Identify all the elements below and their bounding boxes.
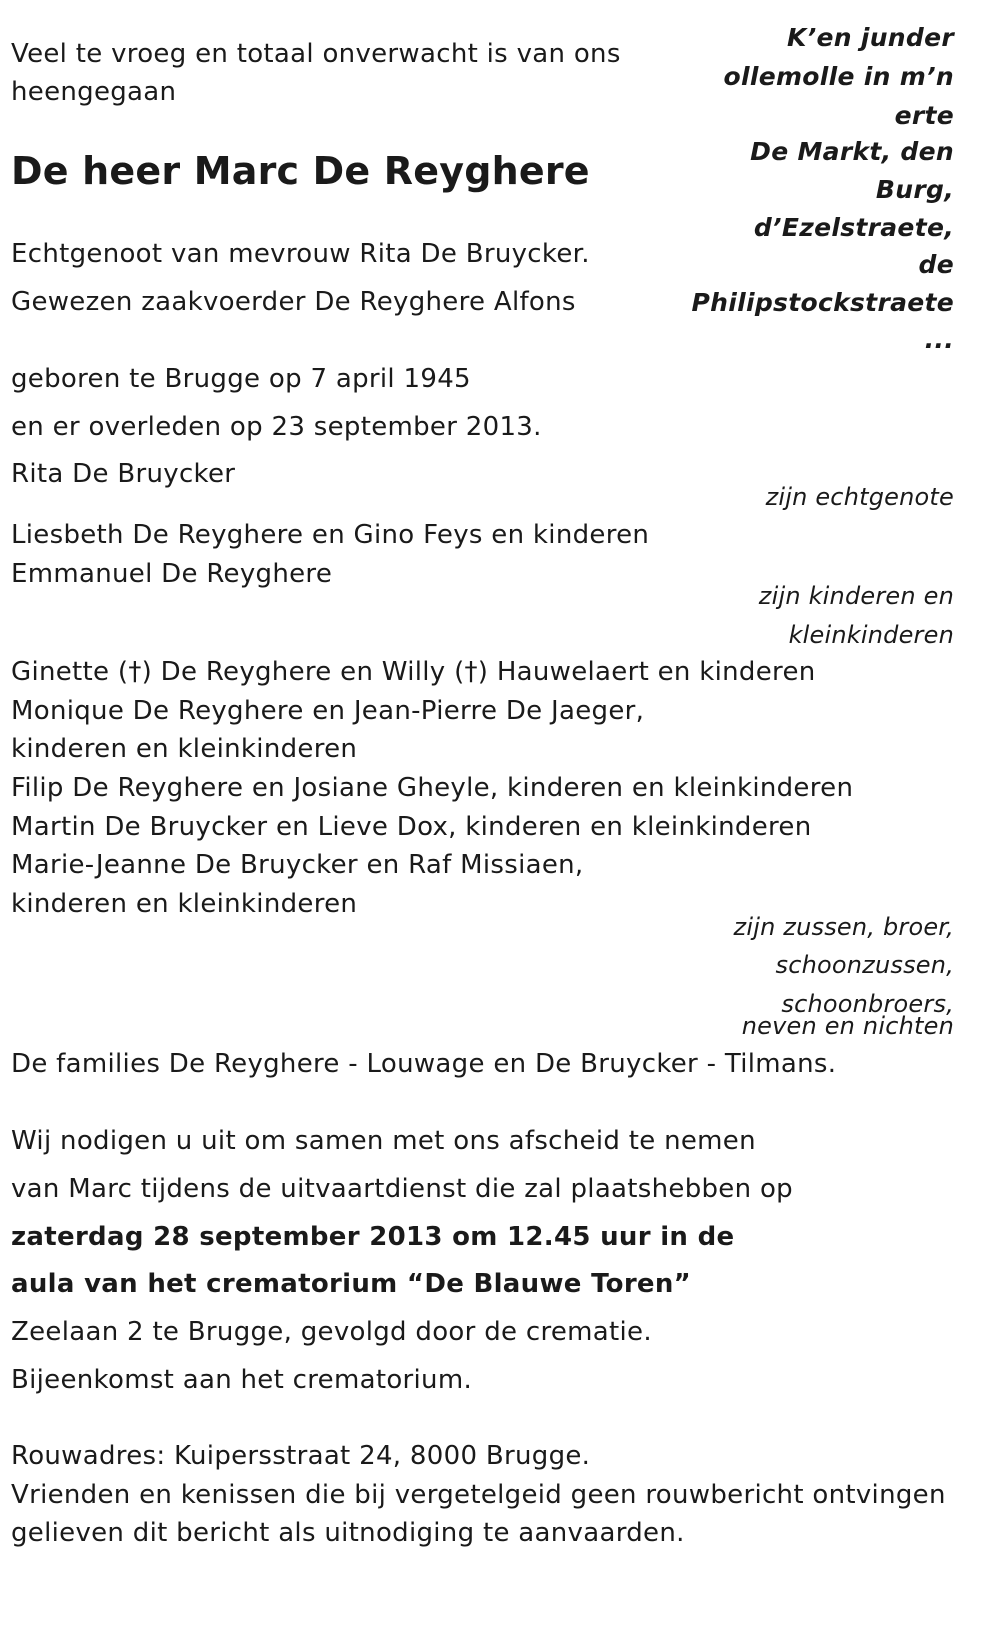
children-line: Emmanuel De Reyghere <box>11 559 333 589</box>
mourning-address: Rouwadres: Kuipersstraat 24, 8000 Brugge. <box>11 1441 591 1471</box>
spouse-line: Echtgenoot van mevrouw Rita De Bruycker. <box>11 239 590 269</box>
occupation-line: Gewezen zaakvoerder De Reyghere Alfons <box>11 287 576 317</box>
sibling-line: kinderen en kleinkinderen <box>11 734 358 764</box>
spouse-role: zijn echtgenote <box>765 483 954 511</box>
poem-line: Burg, <box>875 175 954 204</box>
sibling-line: Martin De Bruycker en Lieve Dox, kinderen en kleinkinderen <box>11 812 812 842</box>
sibling-line: Monique De Reyghere en Jean-Pierre De Jaeger, <box>11 696 645 726</box>
families-line: De families De Reyghere - Louwage en De Bruycker - Tilmans. <box>11 1049 837 1079</box>
sibling-line: Marie-Jeanne De Bruycker en Raf Missiaen, <box>11 850 584 880</box>
intro-line-1: Veel te vroeg en totaal onverwacht is van ons <box>11 39 621 69</box>
children-line: Liesbeth De Reyghere en Gino Feys en kinderen <box>11 520 650 550</box>
invitation-line-1: Wij nodigen u uit om samen met ons afscheid te nemen <box>11 1126 756 1156</box>
siblings-role: zijn zussen, broer, <box>733 913 954 941</box>
children-role: kleinkinderen <box>788 621 954 649</box>
spouse-name: Rita De Bruycker <box>11 459 236 489</box>
died-line: en er overleden op 23 september 2013. <box>11 412 542 442</box>
siblings-role: schoonzussen, <box>775 951 954 979</box>
poem-line: ollemolle in m’n <box>723 62 954 91</box>
ceremony-place-line: aula van het crematorium “De Blauwe Toren” <box>11 1269 692 1299</box>
poem-line: de <box>918 250 954 279</box>
closing-note-line-1: Vrienden en kenissen die bij vergetelgeid geen rouwbericht ontvingen <box>11 1480 946 1510</box>
born-line: geboren te Brugge op 7 april 1945 <box>11 364 471 394</box>
ceremony-date-line: zaterdag 28 september 2013 om 12.45 uur in de <box>11 1222 735 1252</box>
poem-line: erte <box>894 101 954 130</box>
siblings-role: neven en nichten <box>741 1012 954 1040</box>
poem-line: Philipstockstraete <box>691 288 954 317</box>
poem-line: ... <box>924 325 954 354</box>
deceased-name: De heer Marc De Reyghere <box>11 149 590 193</box>
closing-note-line-2: gelieven dit bericht als uitnodiging te aanvaarden. <box>11 1518 685 1548</box>
sibling-line: Ginette (†) De Reyghere en Willy (†) Hauwelaert en kinderen <box>11 657 816 687</box>
poem-line: d’Ezelstraete, <box>753 213 954 242</box>
poem-line: De Markt, den <box>750 137 954 166</box>
children-role: zijn kinderen en <box>758 582 954 610</box>
invitation-line-2: van Marc tijdens de uitvaartdienst die zal plaatshebben op <box>11 1174 793 1204</box>
invitation-address-line: Zeelaan 2 te Brugge, gevolgd door de crematie. <box>11 1317 652 1347</box>
sibling-line: kinderen en kleinkinderen <box>11 889 358 919</box>
poem-line: K’en junder <box>787 23 954 52</box>
gathering-line: Bijeenkomst aan het crematorium. <box>11 1365 473 1395</box>
sibling-line: Filip De Reyghere en Josiane Gheyle, kinderen en kleinkinderen <box>11 773 854 803</box>
siblings-role: schoonbroers, <box>781 990 954 1018</box>
intro-line-2: heengegaan <box>11 77 177 107</box>
